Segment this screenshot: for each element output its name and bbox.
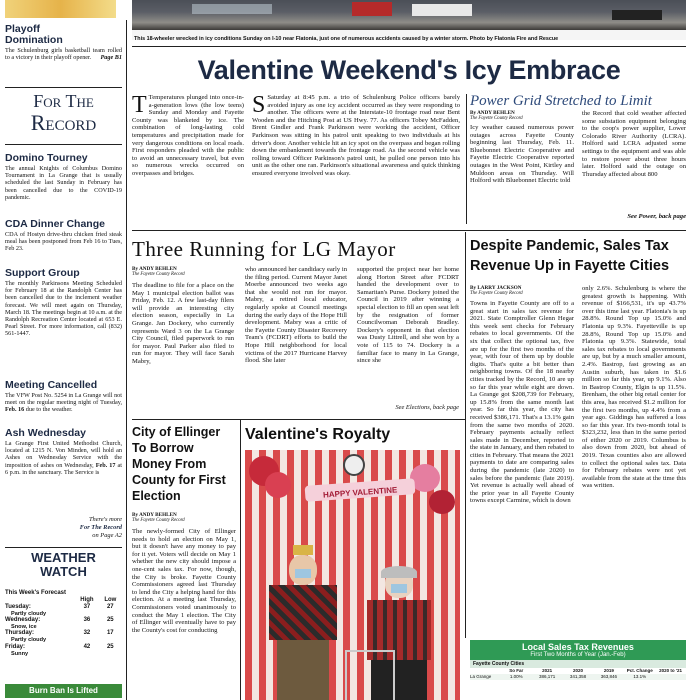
burn-ban-banner: Burn Ban Is Lifted [5, 684, 122, 698]
power-grid-col1: Icy weather caused numerous power outages across Fayette County beginning last Thursday, Feb. 11. Bluebonnet Electric Cooperative and Fayette Electric Cooperative reported outages in the West Point, Kirtley and Muldoon areas on Thursday. Will Holford with Bluebonnet Electric told [470, 124, 574, 185]
walker [345, 650, 395, 700]
weather-title: WEATHER WATCH [31, 550, 96, 579]
weather-row-fri: Friday: 42 25 Sunny [5, 643, 114, 657]
top-photo-caption: This 18-wheeler wrecked in icy conditions Sunday on I-10 near Flatonia, just one of numerous accidents caused by a winter storm. Photo by Flatonia Fire and Rescue [134, 36, 559, 42]
weather-row-tue: Tuesday: 37 27 Partly cloudy [5, 604, 114, 617]
icy-story-col1: T Temperatures plunged into once-in-a-generation lows (the low teens) Sunday and Monday and Fayette County was blanketed by ice. The combination of long-lasting cold temperatures and precipitation made for very dangerous conditions on local roads. First responders pleaded with the public to avoid an unnecessary travel, but even so numerous wrecks occurred on overpasses and bridges. [132, 94, 244, 177]
mayor-jump: See Elections, back page [395, 404, 459, 411]
meeting-headline: Meeting Cancelled [5, 379, 98, 391]
more-record-ref: There's more For The Record on Page A2 [79, 516, 122, 539]
support-headline: Support Group [5, 267, 80, 279]
ellinger-headline: City of Ellinger To Borrow Money From County for First Election [132, 425, 226, 503]
heart-balloon [265, 472, 291, 498]
wall-clock [343, 454, 365, 476]
playoff-body: The Schulenburg girls basketball team rolled to a victory in their playoff opener. Page B1 [5, 47, 122, 62]
sales-tax-col1: Towns in Fayette County are off to a great start in sales tax revenue for 2021. State Comptroller Glenn Hegar this week sent checks for February rebates to local governments. Of the six that collect the optional tax, five are up for the first two months of the year, with four of them up by double digits. That's quite a bit better than neighboring towns. Of the 18 nearby cities tracked by the Record, 10 are up so far this year while eight are down. La Grange got $208,739 for February, up 15.8% from the same month last year. So far this year, the city has received $386,171. That's a 13.1% gain from the same two months of 2020. February payments actually reflect sales made in December, reported to the state in January, and then rebated to cities in February. That means the 2021 payments to date are comparing sales during the pandemic (late 2020) to sales before the pandemic (late 2019). Yet revenue is actually well ahead of the prior year in all Fayette County towns except Carmine, which is down [470, 300, 574, 505]
tax-table-title: Local Sales Tax Revenues First Two Months of Year (Jan.-Feb) [470, 640, 686, 660]
sales-tax-headline: Despite Pandemic, Sales Tax Revenue Up in Fayette Cities [470, 238, 670, 274]
icy-story-col2: S Saturday at 8:45 p.m. a trio of Schulenburg Police officers barely avoided injury as one icy accident occurred as they were responding to another. The officers were at the Interstate-10 frontage road near Bent Wooden and the Hitching Post at US Hwy. 77. As officers Tobey McFadden, Brent Gindler and Frank Parkinson were working the accident, Officer Parkinson was sitting in his patrol unit speaking to two individuals at his driver's door. Another vehicle hit an icy spot on the overpass and began rolling down the embankment towards the frontage road. As the second vehicle was rolling toward Officer Parkinson's patrol unit, he pulled one person into his unit as the other one ran. Parkinson's situational awareness and quick thinking ensured everyone involved was okay. [252, 94, 460, 177]
heart-balloon [429, 490, 455, 514]
tax-table-county: Fayette County Cities [470, 660, 686, 668]
valentine-headline: Valentine's Royalty [245, 426, 391, 443]
power-grid-jump: See Power, back page [627, 213, 686, 220]
support-body: The monthly Parkinsons Meeting Scheduled for February 18 at the Randolph Center has been cancelled due to the inclement weather forecast. We will meet again on Thursday, March 18. The meetings begin at 10 a.m. at the Randolph Recreation Center located at 653 E. Pearl Street. For more information, call (832) 561-1447. [5, 280, 122, 338]
top-left-photo [5, 0, 116, 18]
weather-table: This Week's Forecast High Low Tuesday: 37 27 Partly cloudy Wednesday: 36 25 Snow, ice Thursday: 32 17 Partly cloudy Friday: 42 25 Sunny [5, 590, 122, 657]
sales-tax-byline: By LARRY JACKSON The Fayette County Record [470, 285, 523, 296]
mayor-col2: who announced her candidacy early in the filing period. Current Mayor Janet Moerbe announced two weeks ago that she would not run for mayor. Mabry, a retired local educator, regularly spoke at Council meetings during the early days of the Hope Hill development. Mabry was a critic of the Fayette County Disaster Recovery Team's (FCDRT) efforts to build the Hope Hill neighborhood for local victims of the 2017 Hurricane Harvey flood. She later [245, 266, 347, 365]
tax-table-header: So Far 2021 2020 2019 Pct. Change 2020 to '21 [509, 668, 682, 673]
power-grid-col2: the Record that cold weather affected some substation equipment belonging to the coop's power supplier, Lower Colorado River Authority (LCRA). Holford said LCRA adjusted some settings to the equipment and was able to restore power about three hours later. Holford said the outage on Thursday affected about 800 [582, 110, 686, 178]
cda-body: CDA of Hostyn drive-thru chicken fried steak meal has been postponed from Feb 16 to Tues, Feb 23. [5, 231, 122, 253]
sales-tax-table [470, 640, 686, 700]
top-wreck-photo [132, 0, 686, 30]
for-the-record-title: For The Record [30, 91, 97, 135]
mayor-byline: By ANDY BEHLEN The Fayette County Record [132, 266, 185, 277]
king-figure [267, 545, 337, 700]
ash-body: La Grange First United Methodist Church, located at 1215 N. Von Minden, will hold an Ashes on Wednesday Service with the imposition of ashes on Wednesday, Feb. 17 at 6 p.m. in the sanctuary. The Service is [5, 440, 122, 476]
mayor-col3: supported the project near her home along Horton Street after FCDRT handed the development over to Samaritan's Purse. Dockery joined the Council in 2019 after winning a special election to fill an open seat left by the resignation of former Councilwoman Deborah Bradley. Dockery's opponent in that election was Dusty Littrell, and she won by a vote of 115 to 74. Dockery is a familiar face to many in La Grange, since she [357, 266, 459, 365]
main-headline: Valentine Weekend's Icy Embrace [197, 55, 621, 85]
valentine-photo [245, 450, 460, 700]
sales-tax-col2: only 2.6%. Schulenburg is where the greatest growth is happening. With revenue of $166,531, it's up 43.7% over this time last year. Flatonia's is up 28.8%. Round Top up 15.0% and Flatonia up 9.3%. Fayetteville is up 28.8%, Round Top up 15.0% and Flatonia up 9.3%. Statewide, total sales tax rebates to local governments are up, but by a much smaller amount, 2.4%. Bastrop, fast growing as an Austin suburb, has taken in $1.6 million so far this year, up 9.1%. Also in Bastrop County, Elgin is up 11.5%. Brenham, the other big retail center for this area, has received $1.2 million for the first two months, up 4.4% from a year ago. Giddings has suffered a loss so far this year. It's two-month total is $323,232, less than in the same period of either 2020 or 2019. Columbus is also down from 2020, but ahead of 2019. Texas counties also are allowed to collect the optional sales tax. Data for February rebates were not yet available from the state at the time this was written. [582, 285, 686, 490]
meeting-body: The VFW Post No. 5254 in La Grange will not meet on the regular meeting night of Tuesday, Feb. 16 due to the weather. [5, 392, 122, 414]
sidebar [5, 20, 122, 700]
weather-row-wed: Wednesday: 36 25 Snow, ice [5, 617, 114, 631]
cda-headline: CDA Dinner Change [5, 218, 105, 230]
mayor-headline: Three Running for LG Mayor [132, 237, 396, 261]
ellinger-byline: By ANDY BEHLEN The Fayette County Record [132, 512, 185, 523]
power-grid-headline: Power Grid Stretched to Limit [470, 93, 652, 109]
table-row: La Grange 1.00% 386,171 341,358 363,846 13.1% [470, 674, 686, 680]
domino-headline: Domino Tourney [5, 152, 88, 164]
playoff-page-ref: Page B1 [100, 54, 122, 62]
mayor-col1: The deadline to file for a place on the May 1 municipal election ballot was Friday, Feb. 12. A few last-day filers will provide an interesting city election season, especially in La Grange. Jan Dockery, who currently represents Ward 3 on the La Grange City Council, filed paperwork to run for mayor. Paul Parker also filed to run for mayor. They will face Sarah Mabry, [132, 282, 234, 365]
ellinger-body: The newly-formed City of Ellinger needs to hold an election on May 1, but it doesn't have any money to pay for it yet. Voters will decide on May 1 whether the new city should impose a one-cent sales tax. For now, though, the City is broke. Fayette County Commissioners agreed last Thursday to lend the City a helping hand for this election. At a meeting last Thursday, Commissioners voted unanimously to conduct the May 1 election. The City of Ellinger will eventually have to pay the County's cost for conducting [132, 528, 236, 634]
ash-headline: Ash Wednesday [5, 427, 86, 439]
weather-row-thu: Thursday: 32 17 Partly cloudy [5, 630, 114, 644]
power-grid-byline: By ANDY BEHLEN The Fayette County Record [470, 110, 523, 121]
domino-body: The annual Knights of Columbus Domino Tournament in La Grange that is usually scheduled the last Sunday in February has been cancelled due to the COVID-19 pandemic. [5, 165, 122, 201]
playoff-headline: Playoff Domination [5, 23, 63, 46]
valentine-banner: HAPPY VALENTINE [305, 478, 416, 502]
